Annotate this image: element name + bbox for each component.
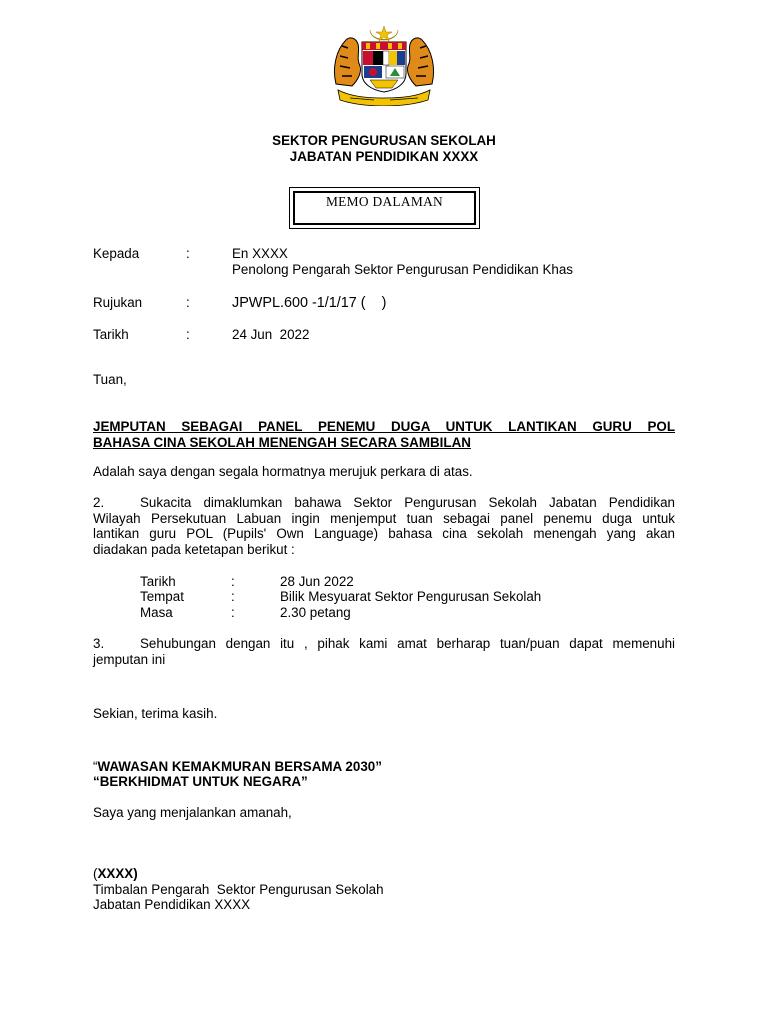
kepada-label: Kepada (93, 246, 140, 261)
signatory-name: (XXXX) (93, 866, 138, 881)
detail-colon: : (231, 574, 235, 589)
closing-line: Sekian, terima kasih. (93, 706, 218, 721)
memo-title: MEMO DALAMAN (325, 194, 444, 209)
org-name-line2: JABATAN PENDIDIKAN XXXX (289, 149, 479, 164)
rujukan-value: JPWPL.600 -1/1/17 ( ) (232, 295, 387, 311)
subject-line1: JEMPUTAN SEBAGAI PANEL PENEMU DUGA UNTUK LANTIKAN GURU POL (93, 419, 675, 434)
detail-value: 28 Jun 2022 (280, 574, 354, 589)
rujukan-colon: : (186, 295, 190, 310)
tarikh-colon: : (186, 327, 190, 342)
detail-value: Bilik Mesyuarat Sektor Pengurusan Sekolah (280, 589, 542, 604)
paragraph-2-line1: 2. Sukacita dimaklumkan bahawa Sektor Pengurusan Sekolah Jabatan Pendidikan (93, 495, 675, 510)
detail-label: Tarikh (140, 574, 176, 589)
detail-value: 2.30 petang (280, 605, 351, 620)
signoff-amanah: Saya yang menjalankan amanah, (93, 805, 292, 820)
signatory-department: Jabatan Pendidikan XXXX (93, 897, 251, 912)
paragraph-3-line2: jemputan ini (93, 651, 166, 667)
salutation: Tuan, (93, 372, 127, 387)
org-name-line1: SEKTOR PENGURUSAN SEKOLAH (272, 133, 496, 148)
kepada-value: En XXXX (232, 246, 288, 261)
memo-title-box (289, 187, 480, 229)
kepada-colon: : (186, 246, 190, 261)
paragraph-3 (93, 636, 675, 667)
detail-label: Tempat (140, 589, 184, 604)
paragraph-2 (93, 495, 675, 557)
signatory-title: Timbalan Pengarah Sektor Pengurusan Sekolah (93, 882, 384, 897)
paragraph-2-number: 2. (93, 495, 105, 510)
tarikh-label: Tarikh (93, 327, 129, 342)
coat-of-arms-icon (330, 24, 438, 106)
detail-label: Masa (140, 605, 173, 620)
paragraph-2-line3: lantikan guru POL (Pupils' Own Language) bahasa cina sekolah menengah yang akan (93, 526, 675, 541)
paragraph-2-line4: diadakan pada ketetapan berikut : (93, 541, 295, 557)
slogan-line2: “BERKHIDMAT UNTUK NEGARA” (93, 774, 308, 789)
detail-colon: : (231, 589, 235, 604)
paragraph-2-line2: Wilayah Persekutuan Labuan ingin menjemput tuan sebagai panel penemu duga untuk (93, 510, 675, 526)
opening-paragraph: Adalah saya dengan segala hormatnya merujuk perkara di atas. (93, 464, 473, 479)
detail-colon: : (231, 605, 235, 620)
slogan-line1: “WAWASAN KEMAKMURAN BERSAMA 2030” (93, 759, 382, 774)
rujukan-label: Rujukan (93, 295, 143, 310)
kepada-value-title: Penolong Pengarah Sektor Pengurusan Pendidikan Khas (232, 262, 573, 277)
tarikh-value: 24 Jun 2022 (232, 327, 310, 342)
paragraph-3-number: 3. (93, 636, 105, 651)
subject-line2: BAHASA CINA SEKOLAH MENENGAH SECARA SAMBILAN (93, 435, 471, 450)
paragraph-3-line1: 3. Sehubungan dengan itu , pihak kami amat berharap tuan/puan dapat memenuhi (93, 636, 675, 651)
